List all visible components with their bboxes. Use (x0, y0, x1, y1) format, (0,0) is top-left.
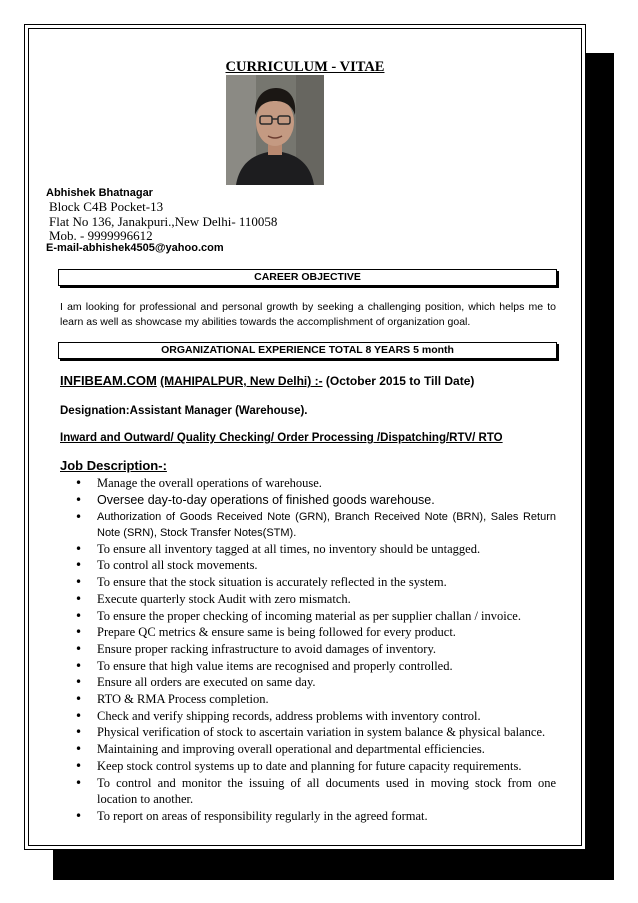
company-location: (MAHIPALPUR, New Delhi) :- (160, 374, 323, 388)
profile-photo (226, 75, 324, 185)
duty-item: • To ensure all inventory tagged at all times, no inventory should be untagged. (73, 541, 556, 558)
work-areas: Inward and Outward/ Quality Checking/ Order Processing /Dispatching/RTV/ RTO (60, 432, 503, 444)
company-name: INFIBEAM.COM (60, 373, 157, 388)
duty-item: • Oversee day-to-day operations of finished goods warehouse. (73, 492, 556, 509)
duty-item: • Check and verify shipping records, address problems with inventory control. (73, 708, 556, 725)
duty-item: • Manage the overall operations of warehouse. (73, 475, 556, 492)
duty-item: • Ensure proper racking infrastructure to avoid damages of inventory. (73, 641, 556, 658)
address-line-1: Block C4B Pocket-13 (49, 199, 164, 214)
job-duties-list (73, 475, 556, 825)
mobile-number: Mob. - 9999996612 (49, 228, 153, 243)
duty-item: • RTO & RMA Process completion. (73, 691, 556, 708)
address-line-2: Flat No 136, Janakpuri.,New Delhi- 110058 (49, 214, 278, 229)
document-title: CURRICULUM - VITAE (225, 59, 385, 75)
experience-heading: ORGANIZATIONAL EXPERIENCE TOTAL 8 YEARS 5 month (58, 342, 557, 359)
company-line (60, 373, 474, 388)
duty-item: • Authorization of Goods Received Note (GRN), Branch Received Note (BRN), Sales Return Note (SRN), Stock Transfer Notes(STM). (73, 509, 556, 541)
duty-item: • To control all stock movements. (73, 557, 556, 574)
duty-item: • To control and monitor the issuing of all documents used in moving stock from one location to another. (73, 775, 556, 808)
page-inner-border (28, 28, 582, 846)
duty-item: • Execute quarterly stock Audit with zero mismatch. (73, 591, 556, 608)
duty-item: • Maintaining and improving overall operational and departmental efficiencies. (73, 741, 556, 758)
duty-item: • Physical verification of stock to ascertain variation in system balance & physical balance. (73, 724, 556, 741)
duty-item: • To ensure that high value items are recognised and properly controlled. (73, 658, 556, 675)
career-objective-text: I am looking for professional and personal growth by seeking a challenging position, which helps me to learn as well as showcase my abilities towards the accomplishment of organization goal. (60, 301, 556, 328)
job-description-heading: Job Description-: (60, 458, 167, 473)
profile-photo-image (226, 75, 324, 185)
duty-item: • To report on areas of responsibility regularly in the agreed format. (73, 808, 556, 825)
document-page (24, 24, 586, 850)
duty-item: • To ensure the proper checking of incoming material as per supplier challan / invoice. (73, 608, 556, 625)
designation: Designation:Assistant Manager (Warehouse). (60, 405, 308, 417)
duty-item: • To ensure that the stock situation is accurately reflected in the system. (73, 574, 556, 591)
duty-item: • Prepare QC metrics & ensure same is being followed for every product. (73, 624, 556, 641)
candidate-name: Abhishek Bhatnagar (46, 187, 153, 199)
duty-item: • Keep stock control systems up to date and planning for future capacity requirements. (73, 758, 556, 775)
career-objective-heading: CAREER OBJECTIVE (58, 269, 557, 286)
duty-item: • Ensure all orders are executed on same day. (73, 674, 556, 691)
employment-period: (October 2015 to Till Date) (322, 374, 475, 388)
email-address: E-mail-abhishek4505@yahoo.com (46, 242, 224, 254)
